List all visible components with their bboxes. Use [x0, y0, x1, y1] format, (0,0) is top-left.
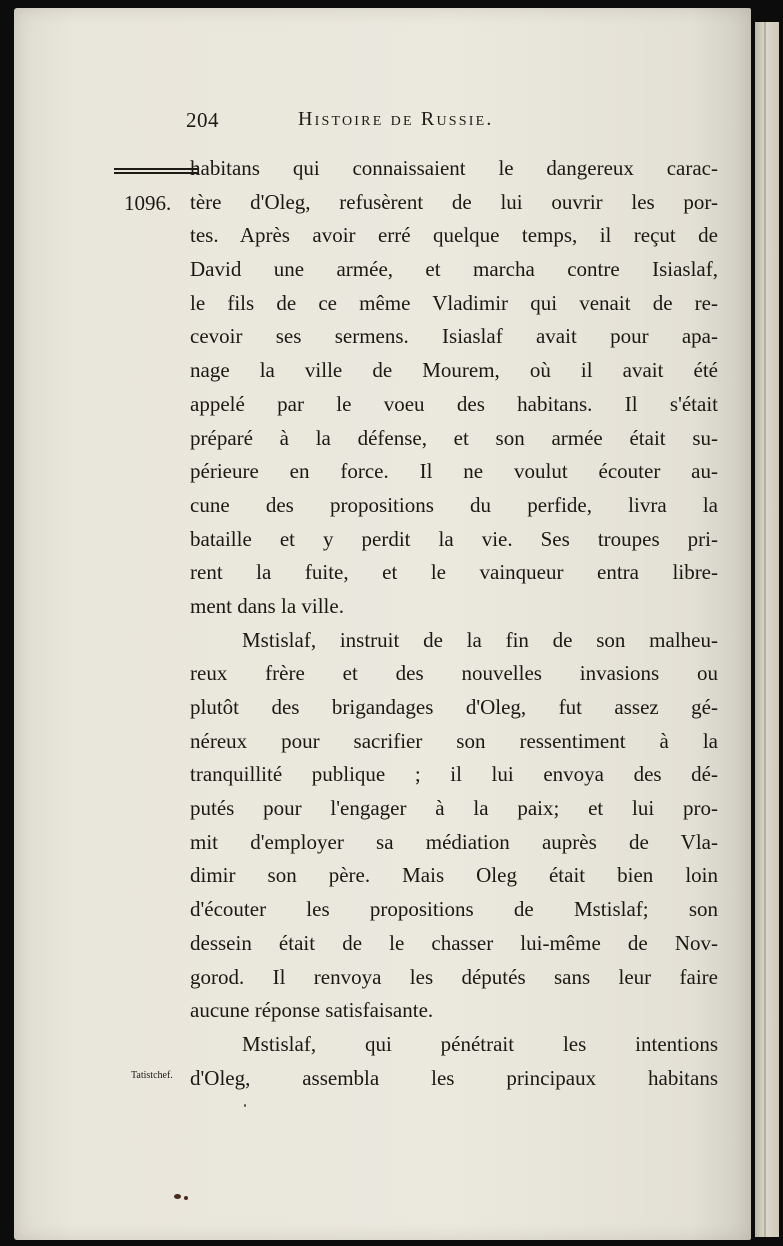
page-number: 204 [186, 108, 219, 132]
text-line: Mstislaf, instruit de la fin de son malheu- [242, 627, 718, 652]
text-line: rent la fuite, et le vainqueur entra libre- [190, 560, 718, 585]
text-line: plutôt des brigandages d'Oleg, fut assez gé- [190, 695, 718, 719]
text-line: David une armée, et marcha contre Isiaslaf, [190, 257, 718, 282]
text-line: néreux pour sacrifier son ressentiment à la [190, 728, 718, 753]
text-line: cune des propositions du perfide, livra la [190, 492, 718, 517]
body-text [190, 152, 718, 1095]
text-line: tère d'Oleg, refusèrent de lui ouvrir les por- [190, 189, 718, 214]
text-line: mit d'employer sa médiation auprès de Vla- [190, 829, 718, 854]
text-line: périeure en force. Il ne voulut écouter au- [190, 459, 718, 484]
continuation-rule [114, 168, 198, 174]
text-line: cevoir ses sermens. Isiaslaf avait pour apa- [190, 324, 718, 349]
ink-speck [174, 1194, 181, 1199]
text-line: nage la ville de Mourem, où il avait été [190, 358, 718, 383]
text-line: d'Oleg, assembla les principaux habitans [190, 1065, 718, 1090]
text-line: putés pour l'engager à la paix; et lui pro- [190, 796, 718, 821]
text-line: habitans qui connaissaient le dangereux carac- [190, 156, 718, 180]
ink-speck [184, 1196, 188, 1200]
running-title: Histoire de Russie. [298, 108, 494, 130]
text-line: tes. Après avoir erré quelque temps, il reçut de [190, 223, 718, 248]
text-line: le fils de ce même Vladimir qui venait de re- [190, 290, 718, 315]
text-line: reux frère et des nouvelles invasions ou [190, 661, 718, 686]
text-line: gorod. Il renvoya les députés sans leur faire [190, 964, 718, 989]
text-line: dessein était de le chasser lui-même de Nov- [190, 930, 718, 955]
text-line: ment dans la ville. [190, 593, 344, 618]
text-line: bataille et y perdit la vie. Ses troupes pri- [190, 526, 718, 551]
ink-speck [244, 1104, 246, 1107]
adjacent-page-edge [755, 22, 779, 1237]
margin-year-note: 1096. [124, 191, 172, 215]
text-line: Mstislaf, qui pénétrait les intentions [242, 1031, 718, 1056]
text-line: aucune réponse satisfaisante. [190, 998, 434, 1023]
text-line: appelé par le voeu des habitans. Il s'était [190, 391, 718, 416]
text-line: préparé à la défense, et son armée était su- [190, 425, 718, 450]
text-line: dimir son père. Mais Oleg était bien loin [190, 863, 718, 888]
page-header [14, 108, 751, 138]
text-line: tranquillité publique ; il lui envoya des dé- [190, 762, 718, 787]
margin-source-note: Tatistchef. [131, 1070, 173, 1081]
book-page [14, 8, 751, 1240]
text-line: d'écouter les propositions de Mstislaf; son [190, 897, 718, 922]
